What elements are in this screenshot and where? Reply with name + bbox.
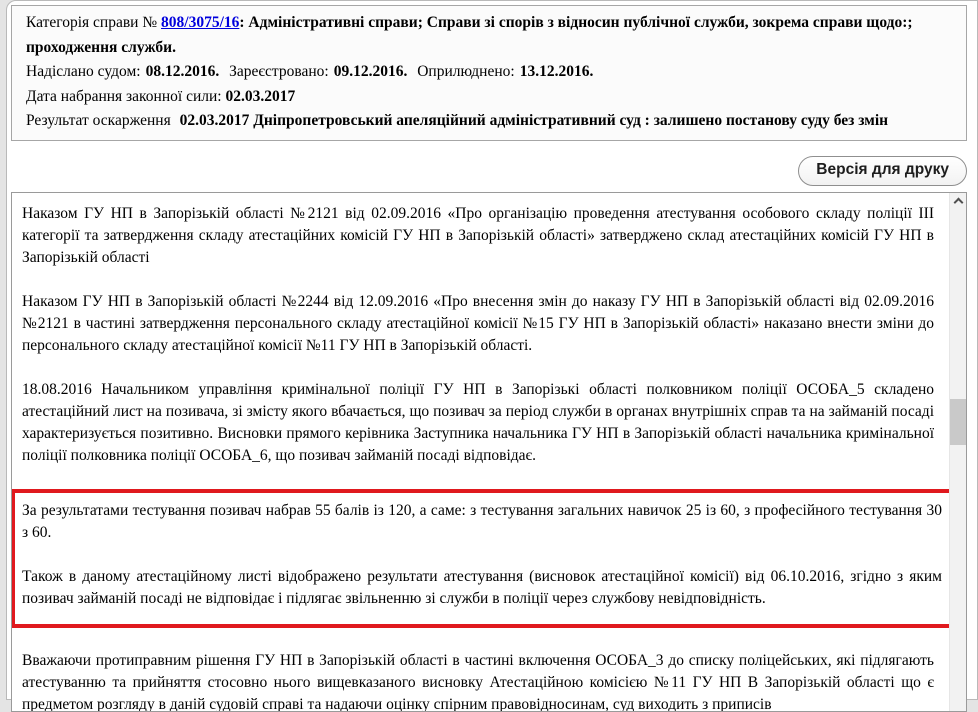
sent-by-court-date: 08.12.2016.	[145, 63, 220, 80]
sent-by-court-label: Надіслано судом:	[26, 63, 141, 80]
case-number-link[interactable]: 808/3075/16	[161, 14, 240, 31]
scroll-up-button[interactable]	[950, 193, 967, 210]
legal-force-row	[26, 85, 952, 110]
document-paragraph-highlighted: Також в даному атестаційному листі відображено результати атестування (висновок атестаційної комісії) від 06.10.2016, згідно з яким позивач займаній посаді не відповідає і підлягає звільненню зі служби в поліції через службову невідповідність.	[22, 567, 942, 607]
published-label: Оприлюднено:	[417, 63, 515, 80]
document-paragraph: Наказом ГУ НП в Запорізькій області №2121 від 02.09.2016 «Про організацію проведення атестування особового складу поліції ІІІ категорії та затвердження складу атестаційних комісій ГУ НП в Запорізькій області» затверджено склад атестаційних комісій ГУ НП в Запорізькій області	[22, 204, 934, 266]
document-text	[12, 193, 944, 712]
document-text-box	[11, 192, 967, 712]
scrollbar[interactable]	[949, 193, 966, 711]
case-dates-row	[26, 60, 952, 85]
document-paragraph-highlighted: За результатами тестування позивач набрав 55 балів із 120, а саме: з тестування загальних навичок 25 із 60, з професійного тестування 30 з 60.	[22, 501, 942, 541]
document-paragraph: Наказом ГУ НП в Запорізькій області №2244 від 12.09.2016 «Про внесення змін до наказу ГУ НП в Запорізькій області від 02.09.2016 №2121 в частині затвердження персонального складу атестаційної комісії №15 ГУ НП в Запорізькій області» наказано внести зміни до персонального складу атестаційної комісії №11 ГУ НП в Запорізькій області.	[22, 292, 934, 354]
document-paragraph: 18.08.2016 Начальником управління кримінальної поліції ГУ НП в Запорізькі області полковником поліції ОСОБА_5 складено атестаційний лист на позивача, зі змісту якого вбачається, що позивач за період служби в органах внутрішніх справ та на займаній посаді характеризується позитивно. Висновки прямого керівника Заступника начальника ГУ НП в Запорізькій області начальника кримінальної поліції полковника поліції ОСОБА_6, що позивач займаній посаді відповідає.	[22, 380, 934, 464]
case-info-box	[11, 5, 967, 141]
highlight-box	[11, 489, 960, 628]
scrollbar-thumb[interactable]	[950, 399, 967, 445]
registered	[229, 63, 407, 80]
legal-force-date: 02.03.2017	[225, 87, 296, 105]
registered-label: Зареєстровано:	[229, 63, 329, 80]
case-category-row	[26, 11, 952, 60]
toolbar	[11, 156, 967, 186]
published	[417, 63, 593, 80]
case-category-label: Категорія справи №	[26, 14, 158, 31]
print-version-button[interactable]: Версія для друку	[798, 156, 967, 186]
case-category-value: : Адміністративні справи; Справи зі спорів з відносин публічної служби, зокрема справи щодо:; проходження служби.	[26, 14, 913, 56]
document-paragraph: Вважаючи протиправним рішення ГУ НП в Запорізькій області в частині включення ОСОБА_3 до списку поліцейських, які підлягають атестуванню та прийняття стосовно нього вищевказаного висновку Атестаційною комісією №11 ГУ НП В Запорізькій області що є предметом розгляду в даній судовій справі та надаючи оцінку спірним правовідносинам, суд виходить з приписів	[22, 651, 934, 712]
appeal-result-value: 02.03.2017 Дніпропетровський апеляційний адміністративний суд : залишено постанову суду без змін	[179, 112, 889, 129]
appeal-result-label: Результат оскарження	[26, 112, 171, 129]
content-panel	[6, 0, 978, 712]
published-date: 13.12.2016.	[519, 63, 594, 80]
legal-force-label: Дата набрання законної сили:	[26, 87, 222, 105]
registered-date: 09.12.2016.	[333, 63, 408, 80]
sent-by-court	[26, 63, 219, 80]
chevron-up-icon	[953, 197, 963, 207]
appeal-result-row	[26, 109, 952, 134]
